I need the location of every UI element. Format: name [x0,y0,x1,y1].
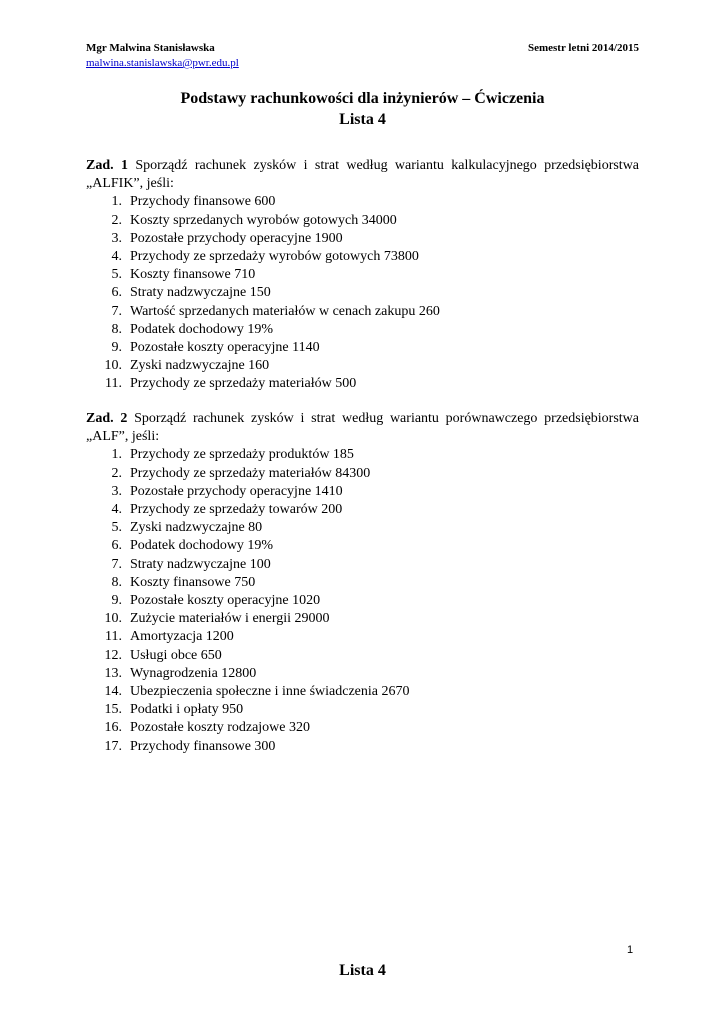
list-item-number: 7. [111,303,129,319]
list-item-number: 10. [104,358,129,374]
page-header [86,42,639,54]
list-item-number: 1. [111,447,129,463]
list-item-number: 1. [111,194,129,210]
list-item-text: Wartość sprzedanych materiałów w cenach zakupu 260 [130,303,440,319]
list-item-text: Amortyzacja 1200 [130,629,234,645]
list-item [86,321,639,339]
list-item-number: 8. [111,574,129,590]
list-item [86,610,639,628]
list-item-number: 7. [111,556,129,572]
list-item-number: 10. [104,611,129,627]
list-item-number: 8. [111,321,129,337]
list-item-number: 3. [111,483,129,499]
list-item-number: 13. [104,665,129,681]
document-title [0,88,725,130]
list-item [86,719,639,737]
list-item-number: 11. [105,629,129,645]
list-item-number: 3. [111,230,129,246]
list-item [86,266,639,284]
list-item-number: 11. [105,376,129,392]
title-line-2: Lista 4 [339,111,386,128]
list-item [86,230,639,248]
list-item [86,519,639,537]
list-item [86,738,639,756]
list-item-number: 6. [111,538,129,554]
list-item-number: 4. [111,502,129,518]
list-item-text: Podatki i opłaty 950 [130,702,244,718]
page-footer: Lista 4 [339,962,386,979]
task-2 [86,410,639,756]
list-item [86,446,639,464]
list-item [86,647,639,665]
list-item-text: Podatek dochodowy 19% [130,321,274,337]
list-item-text: Straty nadzwyczajne 150 [130,285,271,301]
list-item-text: Koszty sprzedanych wyrobów gotowych 34000 [130,212,397,228]
list-item [86,357,639,375]
author-name: Mgr Malwina Stanisławska [86,42,215,54]
list-item-number: 6. [111,285,129,301]
list-item-text: Pozostałe koszty rodzajowe 320 [130,720,311,736]
list-item-number: 4. [111,249,129,265]
list-item-number: 17. [104,738,129,754]
list-item-text: Zyski nadzwyczajne 160 [130,358,270,374]
list-item-text: Usługi obce 650 [130,647,222,663]
list-item-text: Przychody ze sprzedaży produktów 185 [130,447,354,463]
list-item [86,556,639,574]
list-item [86,592,639,610]
list-item-text: Pozostałe koszty operacyjne 1020 [130,593,321,609]
list-item-number: 9. [111,340,129,356]
list-item [86,375,639,393]
list-item-text: Zużycie materiałów i energii 29000 [130,611,330,627]
list-item [86,465,639,483]
list-item-number: 15. [104,702,129,718]
list-item-text: Wynagrodzenia 12800 [130,665,257,681]
list-item [86,212,639,230]
task-2-intro [86,410,639,446]
list-item-text: Przychody ze sprzedaży materiałów 500 [130,376,357,392]
task-2-label: Zad. 2 [86,411,128,426]
list-item-text: Przychody finansowe 300 [130,738,276,754]
semester-label: Semestr letni 2014/2015 [527,42,639,54]
list-item-number: 9. [111,593,129,609]
list-item-text: Zyski nadzwyczajne 80 [130,520,263,536]
list-item-text: Przychody finansowe 600 [130,194,276,210]
list-item-text: Pozostałe przychody operacyjne 1900 [130,230,343,246]
list-item-text: Ubezpieczenia społeczne i inne świadczenia 2670 [130,684,410,700]
task-1-text: Sporządź rachunek zysków i strat według wariantu kalkulacyjnego przedsiębiorstwa „ALFIK”, jeśli: [86,158,640,192]
list-item [86,303,639,321]
page-number: 1 [627,944,634,956]
list-item-text: Pozostałe koszty operacyjne 1140 [130,340,320,356]
task-2-text: Sporządź rachunek zysków i strat według wariantu porównawczego przedsiębiorstwa „ALF”, jeśli: [86,411,640,445]
list-item-text: Straty nadzwyczajne 100 [130,556,271,572]
list-item-text: Przychody ze sprzedaży materiałów 84300 [130,465,371,481]
list-item-text: Podatek dochodowy 19% [130,538,274,554]
list-item [86,683,639,701]
list-item [86,339,639,357]
list-item [86,193,639,211]
list-item [86,537,639,555]
list-item [86,483,639,501]
list-item-number: 5. [111,520,129,536]
task-1-label: Zad. 1 [86,158,128,173]
list-item-number: 2. [111,212,129,228]
author-email-link[interactable]: malwina.stanislawska@pwr.edu.pl [86,57,239,69]
list-item-text: Przychody ze sprzedaży wyrobów gotowych 73800 [130,249,419,265]
list-item-text: Koszty finansowe 710 [130,267,256,283]
task-1 [86,157,639,394]
list-item [86,501,639,519]
list-item-number: 16. [104,720,129,736]
list-item-number: 5. [111,267,129,283]
list-item-text: Przychody ze sprzedaży towarów 200 [130,502,343,518]
list-item [86,284,639,302]
task-1-intro [86,157,639,193]
list-item [86,248,639,266]
list-item [86,574,639,592]
list-item-number: 2. [111,465,129,481]
title-line-1: Podstawy rachunkowości dla inżynierów – Ćwiczenia [180,90,545,107]
task-2-list [86,446,639,755]
task-1-list [86,193,639,393]
list-item [86,665,639,683]
list-item [86,701,639,719]
list-item-number: 12. [104,647,129,663]
list-item-number: 14. [104,684,129,700]
list-item-text: Koszty finansowe 750 [130,574,256,590]
list-item-text: Pozostałe przychody operacyjne 1410 [130,483,343,499]
list-item [86,628,639,646]
